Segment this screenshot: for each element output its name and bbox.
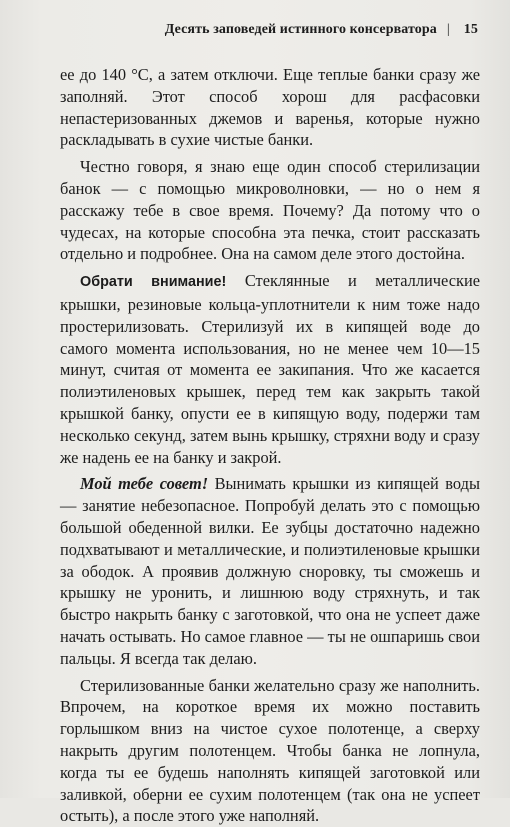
attention-callout-label: Обрати внимание! — [80, 274, 227, 291]
paragraph-text: Стеклянные и металлические крышки, резиновые кольца-уплотнители к ним тоже надо простерилизовать. Стерилизуй их в кипящей воде до самого момента использования, но не менее чем 10—15 минут, считая от момента ее закипания. Что же касается полиэтиленовых крышек, перед тем как закрыть такой крышкой банку, опусти ее в кипящую воду, подержи там несколько секунд, затем вынь крышку, стряхни воду и сразу же надень ее на банку и закрой. — [60, 271, 480, 467]
paragraph-continuation — [60, 64, 480, 151]
paragraph-text: Честно говоря, я знаю еще один способ стерилизации банок — с помощью микроволновки, — но о нем я расскажу тебе в свое время. Почему? Да потому что о чудесах, на которые способна эта печка, стоит рассказать отдельно и подробнее. Она на самом деле этого достойна. — [60, 157, 480, 264]
paragraph-text: Вынимать крышки из кипящей воды — занятие небезопасное. Попробуй делать это с помощью большой обеденной вилки. Ее зубцы достаточно надежно подхватывают и металлические, и полиэтиленовые крышки за ободок. А проявив должную сноровку, ты сможешь и крышку не уронить, и лишнюю воду стряхнуть, и так быстро накрыть банку с заготовкой, что она не успеет даже начать остывать. Но самое главное — ты не ошпаришь свои пальцы. Я всегда так делаю. — [60, 474, 480, 668]
paragraph-text: ее до 140 °С, а затем отключи. Еще теплые банки сразу же заполняй. Этот способ хорош для расфасовки непастеризованных джемов и варенья, которые нужно раскладывать в сухие чистые банки. — [60, 65, 480, 150]
header-separator: | — [446, 22, 450, 37]
running-header — [160, 18, 478, 42]
running-title: Десять заповедей истинного консерватора — [164, 22, 437, 37]
paragraph-attention — [60, 270, 480, 468]
page-number: 15 — [463, 22, 478, 37]
paragraph-sterilized-jars — [60, 675, 480, 827]
paragraph-microwave — [60, 156, 480, 265]
advice-callout-label: Мой тебе совет! — [80, 474, 209, 494]
paragraph-advice — [60, 473, 480, 669]
body-text — [60, 64, 480, 827]
paragraph-text: Стерилизованные банки желательно сразу же наполнить. Впрочем, на короткое время их можно поставить горлышком вниз на чистое сухое полотенце, а сверху накрыть другим полотенцем. Чтобы банка не лопнула, когда ты ее будешь наполнять кипящей заготовкой или заливкой, оберни ее сухим полотенцем (так она не успеет остыть), а после этого уже наполняй. — [60, 675, 480, 826]
